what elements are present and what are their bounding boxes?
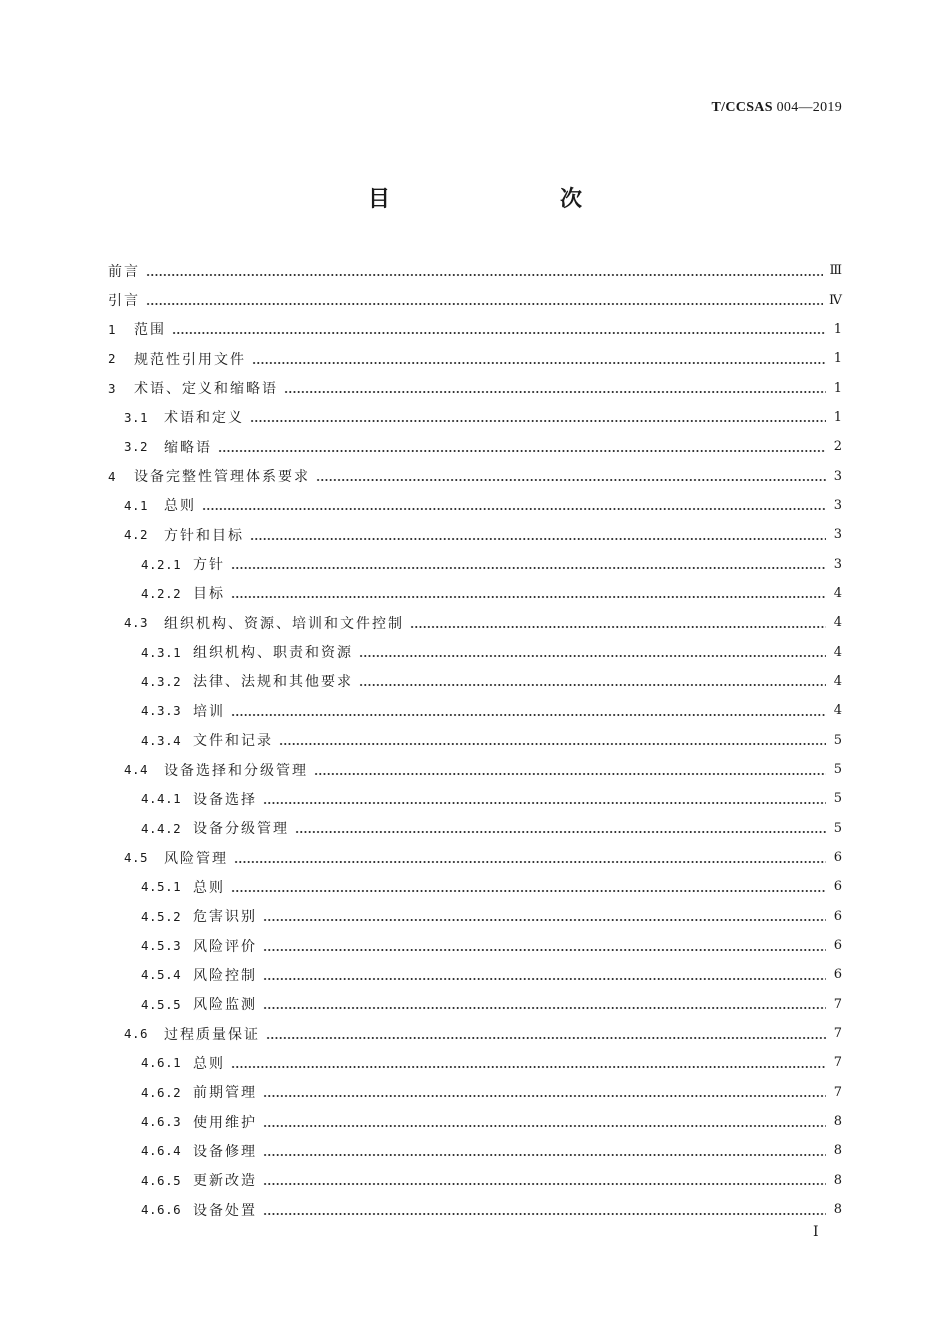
toc-dot-leader	[263, 792, 826, 806]
toc-entry[interactable]	[108, 637, 842, 666]
toc-entry-page: 3	[833, 497, 842, 513]
toc-dot-leader	[218, 440, 826, 454]
toc-entry-page: 1	[833, 321, 842, 337]
toc-entry[interactable]	[108, 1166, 842, 1195]
toc-dot-leader	[231, 557, 826, 571]
toc-entry-number: 1	[108, 321, 117, 337]
toc-entry-title: 法律、法规和其他要求	[193, 674, 353, 691]
toc-entry-number: 4.2.2	[141, 585, 182, 601]
toc-entry-page: 3	[833, 468, 842, 484]
toc-dot-leader	[146, 293, 823, 307]
toc-entry-number: 4.1	[124, 497, 149, 513]
toc-entry[interactable]	[108, 403, 842, 432]
toc-entry-title: 引言	[108, 293, 140, 310]
toc-entry-number: 4.6	[124, 1026, 149, 1042]
toc-entry[interactable]	[108, 1078, 842, 1107]
toc-entry-page: 7	[833, 1026, 842, 1042]
toc-entry[interactable]	[108, 579, 842, 608]
toc-entry-number: 4.4.2	[141, 820, 182, 836]
toc-entry[interactable]	[108, 285, 842, 314]
toc-entry-title: 范围	[134, 322, 166, 339]
toc-entry-title: 设备选择和分级管理	[164, 762, 308, 779]
toc-dot-leader	[250, 410, 826, 424]
toc-entry-number: 4.2.1	[141, 556, 182, 572]
toc-entry-number: 4	[108, 468, 117, 484]
toc-dot-leader	[231, 1056, 826, 1070]
toc-entry-page: 6	[833, 908, 842, 924]
toc-entry-page: 7	[833, 996, 842, 1012]
toc-entry-number: 4.6.4	[141, 1143, 182, 1159]
toc-entry-page: 4	[833, 644, 842, 660]
toc-entry-page: 7	[833, 1055, 842, 1071]
toc-entry-page: 6	[833, 967, 842, 983]
toc-dot-leader	[263, 939, 826, 953]
toc-dot-leader	[410, 616, 826, 630]
toc-entry-page: 7	[833, 1084, 842, 1100]
toc-entry-page: 8	[833, 1172, 842, 1188]
toc-entry-number: 4.3.4	[141, 732, 182, 748]
toc-dot-leader	[202, 498, 826, 512]
toc-entry-title: 目标	[193, 586, 225, 603]
toc-entry-number: 4.3.3	[141, 703, 182, 719]
toc-dot-leader	[263, 1144, 826, 1158]
standard-prefix: T/CCSAS	[711, 100, 773, 115]
toc-entry-page: 4	[833, 673, 842, 689]
toc-entry-title: 方针	[193, 557, 225, 574]
toc-entry-title: 组织机构、职责和资源	[193, 645, 353, 662]
toc-entry-title: 风险监测	[193, 997, 257, 1014]
toc-entry-page: 4	[833, 585, 842, 601]
toc-entry[interactable]	[108, 1048, 842, 1077]
toc-dot-leader	[266, 1027, 826, 1041]
toc-entry[interactable]	[108, 960, 842, 989]
toc-dot-leader	[316, 469, 826, 483]
toc-entry[interactable]	[108, 1019, 842, 1048]
toc-entry[interactable]	[108, 608, 842, 637]
toc-entry[interactable]	[108, 256, 842, 285]
toc-entry-number: 4.3.1	[141, 644, 182, 660]
toc-entry-page: 8	[833, 1202, 842, 1218]
toc-dot-leader	[284, 381, 826, 395]
toc-entry-number: 4.5.1	[141, 879, 182, 895]
toc-dot-leader	[314, 763, 826, 777]
toc-entry-title: 规范性引用文件	[134, 351, 246, 368]
toc-entry-page: 3	[833, 556, 842, 572]
toc-entry-title: 风险管理	[164, 850, 228, 867]
toc-entry-page: 6	[833, 850, 842, 866]
toc-entry-title: 前期管理	[193, 1085, 257, 1102]
toc-entry-page: 4	[833, 703, 842, 719]
toc-entry-page: Ⅳ	[829, 292, 842, 308]
toc-entry-number: 4.6.6	[141, 1202, 182, 1218]
toc-dot-leader	[234, 851, 826, 865]
toc-entry-number: 3	[108, 380, 117, 396]
toc-entry-title: 总则	[164, 498, 196, 515]
toc-entry-page: 1	[833, 409, 842, 425]
toc-entry[interactable]	[108, 667, 842, 696]
toc-entry-number: 4.4.1	[141, 791, 182, 807]
toc-entry[interactable]	[108, 1107, 842, 1136]
toc-entry-page: 5	[833, 762, 842, 778]
toc-dot-leader	[250, 528, 826, 542]
toc-entry-number: 3.2	[124, 439, 149, 455]
toc-entry-number: 4.3.2	[141, 673, 182, 689]
toc-entry-number: 4.3	[124, 615, 149, 631]
toc-entry-title: 过程质量保证	[164, 1026, 260, 1043]
toc-entry-number: 4.6.1	[141, 1055, 182, 1071]
toc-entry[interactable]	[108, 1195, 842, 1224]
toc-entry-page: 4	[833, 615, 842, 631]
toc-entry-number: 4.6.3	[141, 1114, 182, 1130]
toc-dot-leader	[263, 968, 826, 982]
toc-entry[interactable]	[108, 931, 842, 960]
toc-entry-number: 4.2	[124, 527, 149, 543]
toc-entry[interactable]	[108, 1136, 842, 1165]
toc-entry[interactable]	[108, 549, 842, 578]
toc-entry[interactable]	[108, 432, 842, 461]
standard-number: 004—2019	[776, 100, 842, 115]
toc-entry-page: 8	[833, 1114, 842, 1130]
toc-dot-leader	[263, 1203, 826, 1217]
toc-entry[interactable]	[108, 726, 842, 755]
toc-dot-leader	[263, 1115, 826, 1129]
toc-entry-number: 4.4	[124, 762, 149, 778]
toc-entry-number: 4.5.3	[141, 938, 182, 954]
toc-entry-title: 培训	[193, 703, 225, 720]
toc-entry[interactable]	[108, 696, 842, 725]
toc-entry-page: 8	[833, 1143, 842, 1159]
toc-entry[interactable]	[108, 373, 842, 402]
toc-entry[interactable]	[108, 990, 842, 1019]
toc-entry-title: 设备完整性管理体系要求	[134, 469, 310, 486]
toc-entry[interactable]	[108, 461, 842, 490]
toc-entry-title: 设备选择	[193, 791, 257, 808]
toc-entry-title: 设备修理	[193, 1143, 257, 1160]
page-number: I	[813, 1224, 819, 1240]
toc-entry-page: 1	[833, 351, 842, 367]
toc-entry-title: 设备分级管理	[193, 821, 289, 838]
toc-entry-page: 5	[833, 791, 842, 807]
toc-entry-title: 风险评价	[193, 938, 257, 955]
toc-entry-number: 2	[108, 351, 117, 367]
toc-dot-leader	[279, 733, 826, 747]
toc-entry-title: 总则	[193, 879, 225, 896]
toc-entry-title: 危害识别	[193, 909, 257, 926]
toc-entry[interactable]	[108, 491, 842, 520]
toc-dot-leader	[295, 821, 826, 835]
toc-entry[interactable]	[108, 520, 842, 549]
toc-entry-number: 4.5	[124, 850, 149, 866]
standard-code	[712, 100, 842, 116]
toc-entry-title: 使用维护	[193, 1114, 257, 1131]
toc-entry-title: 缩略语	[164, 439, 212, 456]
toc-entry-page: 1	[833, 380, 842, 396]
toc-entry-number: 4.5.5	[141, 996, 182, 1012]
toc-entry-page: 6	[833, 879, 842, 895]
toc-entry-page: 6	[833, 938, 842, 954]
toc-entry-title: 术语和定义	[164, 410, 244, 427]
page-title: 目 次	[367, 187, 624, 212]
toc-entry-title: 前言	[108, 263, 140, 280]
toc-dot-leader	[231, 880, 826, 894]
toc-entry-page: 5	[833, 820, 842, 836]
toc-entry-title: 方针和目标	[164, 527, 244, 544]
toc-entry-title: 设备处置	[193, 1202, 257, 1219]
toc-dot-leader	[359, 674, 826, 688]
toc-dot-leader	[146, 264, 823, 278]
toc-entry-number: 4.5.4	[141, 967, 182, 983]
toc-entry-title: 总则	[193, 1055, 225, 1072]
toc-dot-leader	[231, 586, 826, 600]
toc-entry-page: 3	[833, 527, 842, 543]
toc-entry-page: 2	[833, 439, 842, 455]
toc-entry-number: 4.6.2	[141, 1084, 182, 1100]
toc-entry[interactable]	[108, 315, 842, 344]
toc-entry[interactable]	[108, 755, 842, 784]
toc-entry-page: Ⅲ	[829, 263, 842, 279]
table-of-contents	[108, 256, 842, 1224]
toc-dot-leader	[252, 352, 826, 366]
toc-entry-title: 组织机构、资源、培训和文件控制	[164, 615, 404, 632]
toc-entry[interactable]	[108, 784, 842, 813]
toc-entry-page: 5	[833, 732, 842, 748]
toc-dot-leader	[263, 1085, 826, 1099]
toc-dot-leader	[263, 997, 826, 1011]
toc-entry-title: 术语、定义和缩略语	[134, 381, 278, 398]
toc-entry[interactable]	[108, 872, 842, 901]
toc-dot-leader	[172, 322, 826, 336]
toc-dot-leader	[263, 1173, 826, 1187]
toc-entry[interactable]	[108, 814, 842, 843]
toc-entry-title: 风险控制	[193, 967, 257, 984]
toc-entry-number: 3.1	[124, 409, 149, 425]
toc-dot-leader	[231, 704, 826, 718]
toc-entry-title: 更新改造	[193, 1173, 257, 1190]
toc-entry[interactable]	[108, 902, 842, 931]
toc-entry-number: 4.5.2	[141, 908, 182, 924]
toc-dot-leader	[359, 645, 826, 659]
toc-entry-title: 文件和记录	[193, 733, 273, 750]
toc-entry-number: 4.6.5	[141, 1172, 182, 1188]
toc-entry[interactable]	[108, 843, 842, 872]
toc-dot-leader	[263, 909, 826, 923]
toc-entry[interactable]	[108, 344, 842, 373]
